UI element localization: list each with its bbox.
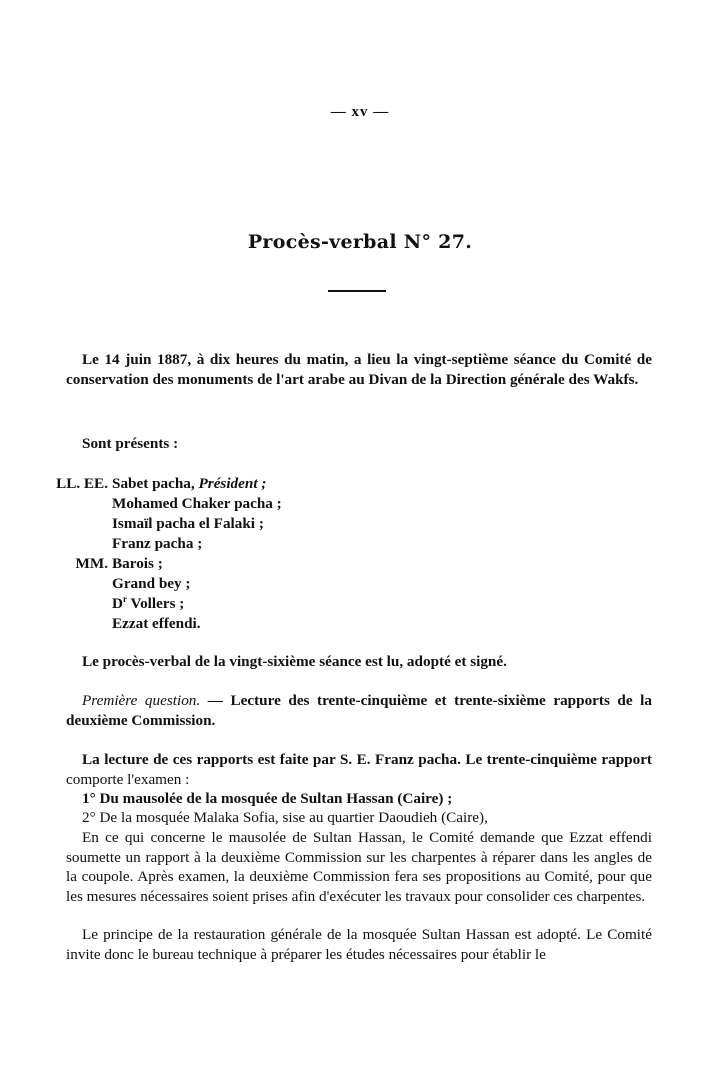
page-title: Procès-verbal N° 27. (247, 231, 473, 253)
page-number: — xv — (330, 104, 390, 120)
attendee-line (48, 554, 163, 574)
approval-paragraph: Le procès-verbal de la vingt-sixième séance est lu, adopté et signé. (82, 653, 507, 670)
list-item-1: 1° Du mausolée de la mosquée de Sultan Hassan (Caire) ; (82, 790, 453, 807)
hassan-paragraph: En ce qui concerne le mausolée de Sultan Hassan, le Comité demande que Ezzat effendi soumette un rapport à la deuxième Commission sur les charpentes à réparer dans les angles de la coupole. Après examen, la deuxième Commission fera ses propositions au Comité, pour que les mesures nécessaires soient prises afin d'exécuter les travaux pour consolider ces charpentes. (66, 829, 652, 905)
attendee-prefix: LL. EE. (56, 475, 108, 492)
attendee-line (112, 614, 201, 634)
reading-rest: comporte l'examen : (66, 770, 190, 788)
attendee-line (112, 534, 202, 554)
question-text: — Lecture des trente-cinquième et trente-sixième rapports de la deuxième Commission. (66, 692, 652, 729)
attendee-name-rest: Vollers ; (126, 595, 185, 612)
reading-lead: La lecture de ces rapports est faite par S. E. Franz pacha. Le trente-cinquième rapport (82, 751, 652, 768)
reading-paragraph (66, 750, 652, 789)
attendee-line (112, 514, 264, 534)
question-paragraph (66, 691, 652, 730)
attendee-name: Franz pacha ; (112, 535, 203, 552)
restoration-paragraph: Le principe de la restauration générale de la mosquée Sultan Hassan est adopté. Le Comité invite donc le bureau technique à préparer les études nécessaires pour établir le (66, 926, 652, 963)
attendee-line (112, 594, 184, 614)
attendee-name: Ezzat effendi. (112, 615, 201, 632)
attendee-role: Président (198, 475, 258, 492)
present-label: Sont présents : (82, 435, 179, 452)
attendee-name: Barois ; (112, 555, 163, 572)
attendee-name: Sabet pacha, (112, 475, 195, 492)
attendee-line (48, 474, 266, 494)
attendee-name: D (112, 595, 123, 612)
title-divider (328, 290, 386, 292)
attendee-punct: ; (257, 475, 267, 492)
attendee-name: Mohamed Chaker pacha ; (112, 495, 282, 512)
attendee-superscript: r (122, 593, 127, 604)
attendee-line (112, 574, 190, 594)
question-label: Première question. (82, 692, 201, 709)
attendee-prefix: MM. (75, 555, 108, 572)
intro-paragraph: Le 14 juin 1887, à dix heures du matin, a lieu la vingt-septième séance du Comité de conservation des monuments de l'art arabe au Divan de la Direction générale des Wakfs. (66, 351, 652, 388)
attendee-name: Ismaïl pacha el Falaki ; (112, 515, 264, 532)
attendee-line (112, 494, 282, 514)
list-item-2: 2° De la mosquée Malaka Sofia, sise au quartier Daoudieh (Caire), (82, 809, 488, 826)
attendee-name: Grand bey ; (112, 575, 191, 592)
